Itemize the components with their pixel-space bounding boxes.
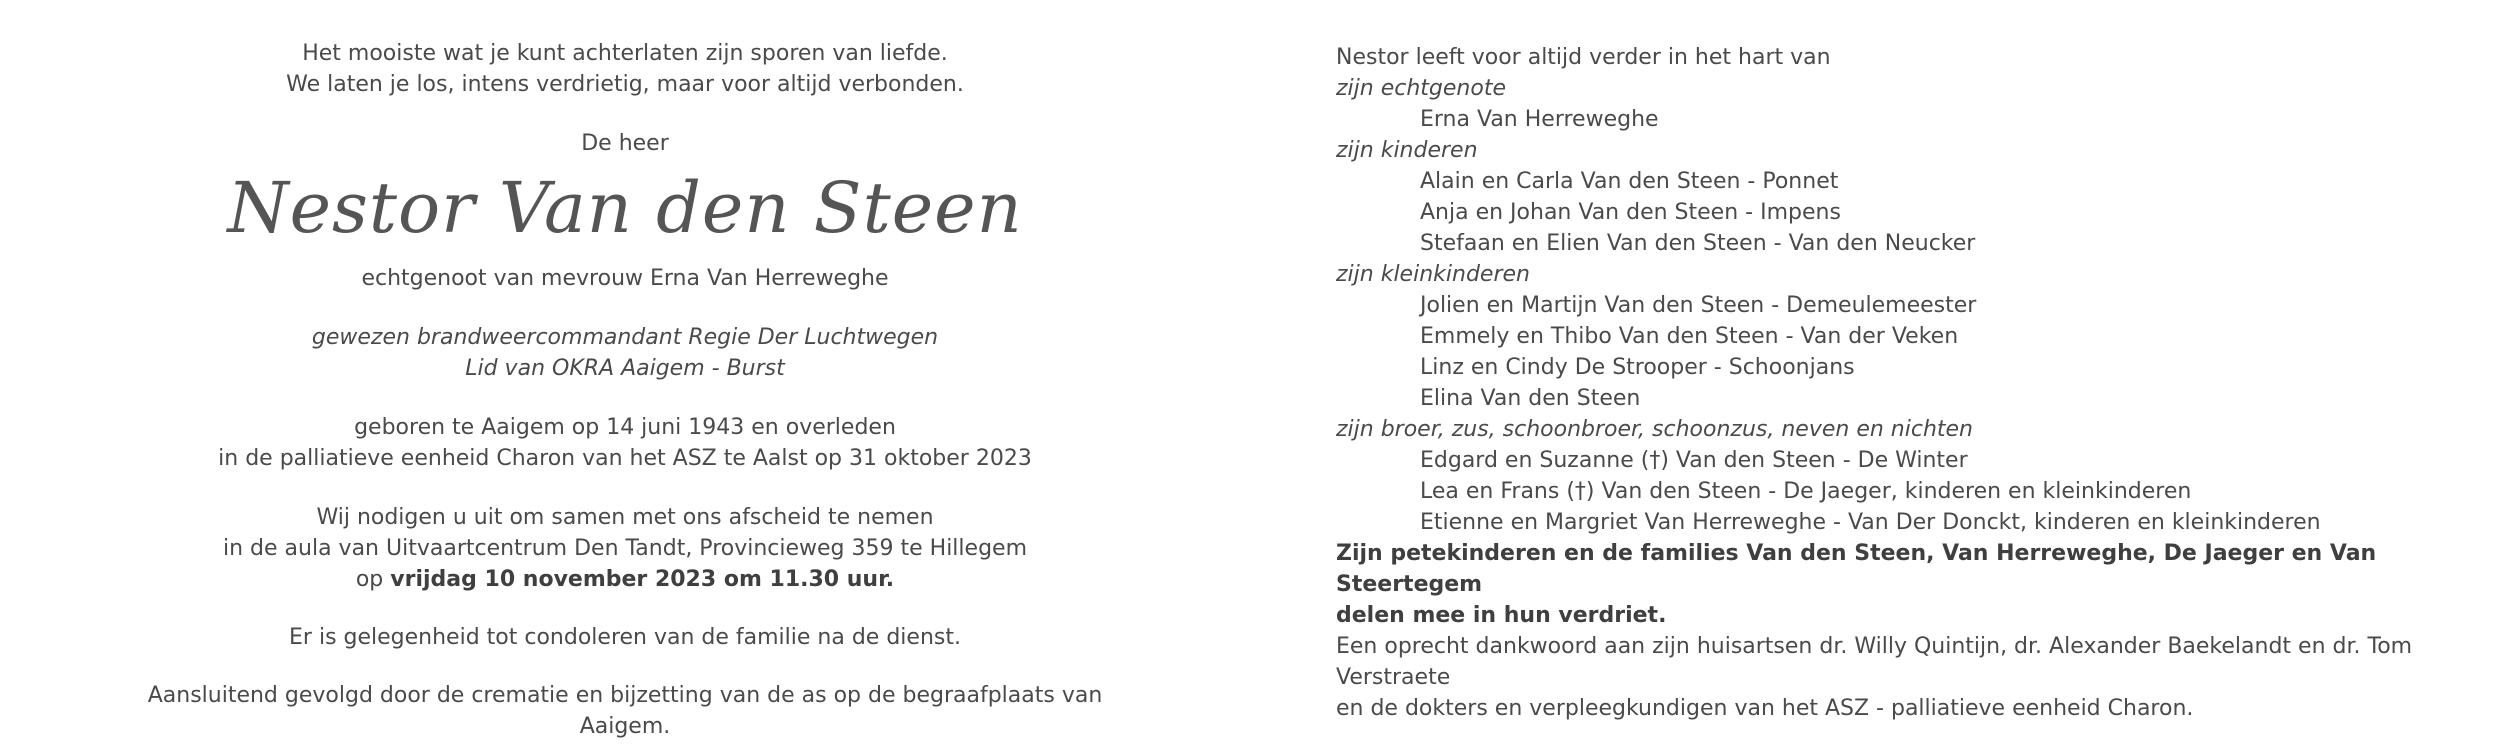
salutation: De heer <box>581 131 669 156</box>
family-member: Jolien en Martijn Van den Steen - Demeulemeester <box>1420 293 1977 318</box>
invite-date: vrijdag 10 november 2023 om 11.30 uur. <box>390 567 895 592</box>
thanks-line: en de dokters en verpleegkundigen van het ASZ - palliatieve eenheid Charon. <box>1336 696 2194 721</box>
family-group-label: zijn kinderen <box>1336 138 1478 163</box>
family-member: Alain en Carla Van den Steen - Ponnet <box>1420 169 1839 194</box>
family-member: Emmely en Thibo Van den Steen - Van der Veken <box>1420 324 1959 349</box>
invite-line: Wij nodigen u uit om samen met ons afscheid te nemen <box>316 505 934 530</box>
family-groups <box>1336 73 2456 538</box>
family-intro: Nestor leeft voor altijd verder in het hart van <box>1336 45 1831 70</box>
families-line: Zijn petekinderen en de families Van den Steen, Van Herreweghe, De Jaeger en Van Steertegem <box>1336 541 2377 597</box>
quote-line: We laten je los, intens verdrietig, maar voor altijd verbonden. <box>286 72 964 97</box>
family-group-label: zijn echtgenote <box>1336 76 1506 101</box>
family-group-label: zijn kleinkinderen <box>1336 262 1530 287</box>
invite-date-line <box>130 564 1120 595</box>
birth-death-line: geboren te Aaigem op 14 juni 1943 en overleden <box>354 415 896 440</box>
quote-line: Het mooiste wat je kunt achterlaten zijn sporen van liefde. <box>302 41 948 66</box>
spouse-line: echtgenoot van mevrouw Erna Van Herreweghe <box>361 266 889 291</box>
family-group-label: zijn broer, zus, schoonbroer, schoonzus, neven en nichten <box>1336 417 1973 442</box>
family-member: Lea en Frans (†) Van den Steen - De Jaeger, kinderen en kleinkinderen <box>1420 479 2192 504</box>
role-line: gewezen brandweercommandant Regie Der Luchtwegen <box>311 325 939 350</box>
deceased-name: Nestor Van den Steen <box>227 167 1023 249</box>
family-member: Elina Van den Steen <box>1420 386 1641 411</box>
family-member: Anja en Johan Van den Steen - Impens <box>1420 200 1841 225</box>
thanks-line: Een oprecht dankwoord aan zijn huisartsen dr. Willy Quintijn, dr. Alexander Baekelandt en dr. Tom Verstraete <box>1336 634 2413 690</box>
family-member: Edgard en Suzanne (†) Van den Steen - De Winter <box>1420 448 1968 473</box>
invite-date-prefix: op <box>355 567 384 592</box>
family-member: Etienne en Margriet Van Herreweghe - Van Der Donckt, kinderen en kleinkinderen <box>1420 510 2321 535</box>
family-member: Linz en Cindy De Strooper - Schoonjans <box>1420 355 1855 380</box>
cremation-line: Aansluitend gevolgd door de crematie en bijzetting van de as op de begraafplaats van Aaigem. <box>147 683 1103 739</box>
families-line: delen mee in hun verdriet. <box>1336 603 1667 628</box>
family-member: Erna Van Herreweghe <box>1420 107 1659 132</box>
right-column <box>1336 42 2456 724</box>
condolence-line: Er is gelegenheid tot condoleren van de familie na de dienst. <box>289 625 961 650</box>
role-line: Lid van OKRA Aaigem - Burst <box>465 356 785 381</box>
left-column <box>130 38 1120 742</box>
family-member: Stefaan en Elien Van den Steen - Van den Neucker <box>1420 231 1976 256</box>
birth-death-line: in de palliatieve eenheid Charon van het ASZ te Aalst op 31 oktober 2023 <box>218 446 1032 471</box>
invite-line: in de aula van Uitvaartcentrum Den Tandt, Provincieweg 359 te Hillegem <box>223 536 1027 561</box>
